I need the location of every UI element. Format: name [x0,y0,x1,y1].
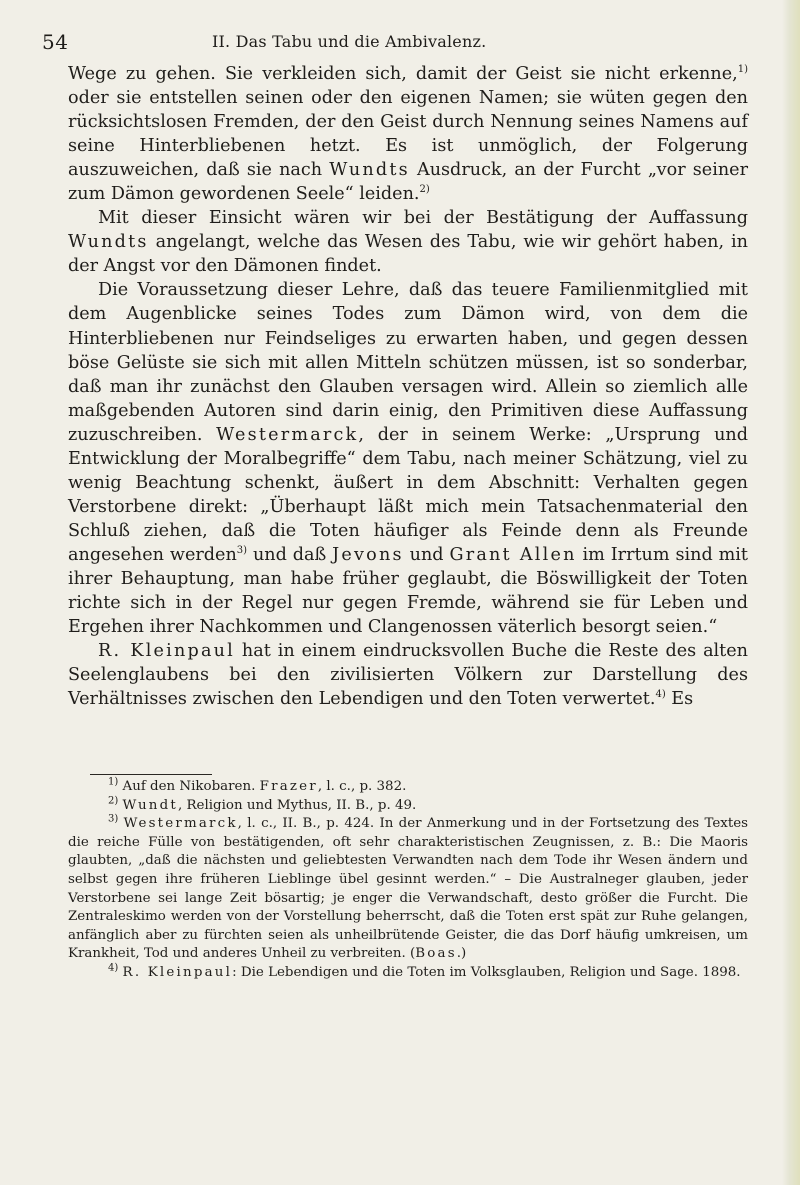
footnotes [68,778,748,983]
body-text [68,62,748,711]
text-run: angelangt, welche das Wesen des Tabu, wie wir gehört haben, in der Angst vor den Dämonen findet. [68,232,748,277]
footnote-4 [68,964,748,983]
text-run: hat in einem eindrucksvollen Buche die Reste des alten Seelenglaubens bei den zivilisierten Völkern zur Darstellung des Verhältnisses zwischen den Lebendigen und den Toten verwertet. [68,641,748,710]
text-run: : Die Lebendigen und die Toten im Volksglauben, Religion und Sage. 1898. [232,964,741,980]
footnote-1 [68,778,748,797]
footnote-ref-1: 1) [737,64,748,76]
running-head: II. Das Tabu und die Ambivalenz. [212,32,487,51]
footnote-mark: 3) [108,813,119,825]
author-name: Wundts [68,232,149,253]
page-number: 54 [42,30,69,54]
text-run: und [403,544,450,565]
footnote-2 [68,797,748,816]
text-run: , l. c., II. B., p. 424. In der Anmerkung und in der Fortsetzung des Textes die reiche Fülle von bestätigenden, oft sehr charakteristischen Zeugnissen, z. B.: Die Maoris glaubten, „daß die nächsten und geliebtesten Verwandten nach dem Tode ihr Wesen ändern und selbst gegen ihre früheren Lieblinge übel gesinnt werden.“ – Die Australneger glauben, jeder Verstorbene sei lange Zeit bösartig; je enger die Verwandschaft, desto größer die Furcht. Die Zentraleskimo werden von der Vorstellung beherrscht, daß die Toten erst spät zur Ruhe gelangen, anfänglich aber zu fürchten seien als unheilbrütende Geister, die das Dorf häufig umkreisen, um Krankheit, Tod und anderes Unheil zu verbreiten. ( [68,816,748,962]
paragraph-3 [68,278,748,639]
footnote-mark: 2) [108,795,119,807]
text-run: Es [665,689,694,710]
author-name: R. Kleinpaul [122,964,233,980]
text-run: Die Voraussetzung dieser Lehre, daß das teuere Familienmitglied mit dem Augenblicke seines Todes zum Dämon wird, von dem die Hinterbliebenen nur Feindseliges zu erwarten haben, und gegen dessen böse Gelüste sie sich mit allen Mitteln schützen müssen, ist so sonderbar, daß man ihr zunächst den Glauben versagen wird. Allein so ziemlich alle maßgebenden Autoren sind darin einig, den Primitiven diese Auffassung zuzuschreiben. [68,280,748,445]
author-name: Jevons [332,544,404,565]
footnote-ref-4: 4) [655,689,666,701]
page-edge-shadow [782,0,800,1185]
footnote-ref-3: 3) [236,545,248,557]
text-run: und daß [247,544,333,565]
text-run: .) [456,946,467,962]
author-name: Wundt [122,797,178,813]
footnote-mark: 4) [108,962,119,974]
text-run: Ausdruck, an der Furcht „vor seiner zum Dämon gewordenen Seele“ leiden. [68,160,748,205]
text-run: , der in seinem Werke: „Ursprung und Entwicklung der Moralbegriffe“ dem Tabu, nach meiner Schätzung, viel zu wenig Beachtung schenkt, äußert in dem Abschnitt: Verhalten gegen Verstorbene direkt: „Überhaupt läßt mich mein Tatsachenmaterial den Schluß ziehen, daß die Toten häufiger als Feinde denn als Freunde angesehen werden [68,424,748,565]
footnote-3 [68,815,748,964]
author-name: R. Kleinpaul [98,641,236,662]
paragraph-1 [68,62,748,206]
author-name: Westermarck [123,816,238,832]
text-run: im Irrtum sind mit ihrer Behauptung, man habe früher geglaubt, die Böswilligkeit der Toten richte sich in der Regel nur gegen Fremde, während sie für Leben und Ergehen ihrer Nachkommen und Clangenossen väterlich besorgt seien.“ [68,544,748,638]
footnote-separator [90,774,212,775]
text-run: Mit dieser Einsicht wären wir bei der Bestätigung der Auffassung [98,208,748,229]
footnote-ref-2: 2) [419,184,430,196]
author-name: Frazer [259,779,318,794]
paragraph-2 [68,206,748,278]
text-run: , l. c., p. 382. [317,779,407,794]
author-name: Westermarck [216,424,359,445]
author-name: Grant Allen [449,544,577,565]
text-run: Wege zu gehen. Sie verkleiden sich, damit der Geist sie nicht erkenne, [68,64,738,84]
page-header [42,22,742,62]
text-run: oder sie entstellen seinen oder den eigenen Namen; sie wüten gegen den rücksichtslosen Fremden, der den Geist durch Nennung seines Namens auf seine Hinterbliebenen hetzt. Es ist unmöglich, der Folgerung auszuweichen, daß sie nach [68,88,748,181]
text-run: Auf den Nikobaren. [118,779,260,794]
footnote-mark: 1) [108,776,119,788]
text-run: , Religion und Mythus, II. B., p. 49. [177,797,417,813]
paragraph-4 [68,639,748,711]
author-name: Boas [415,946,457,962]
author-name: Wundts [329,160,410,181]
